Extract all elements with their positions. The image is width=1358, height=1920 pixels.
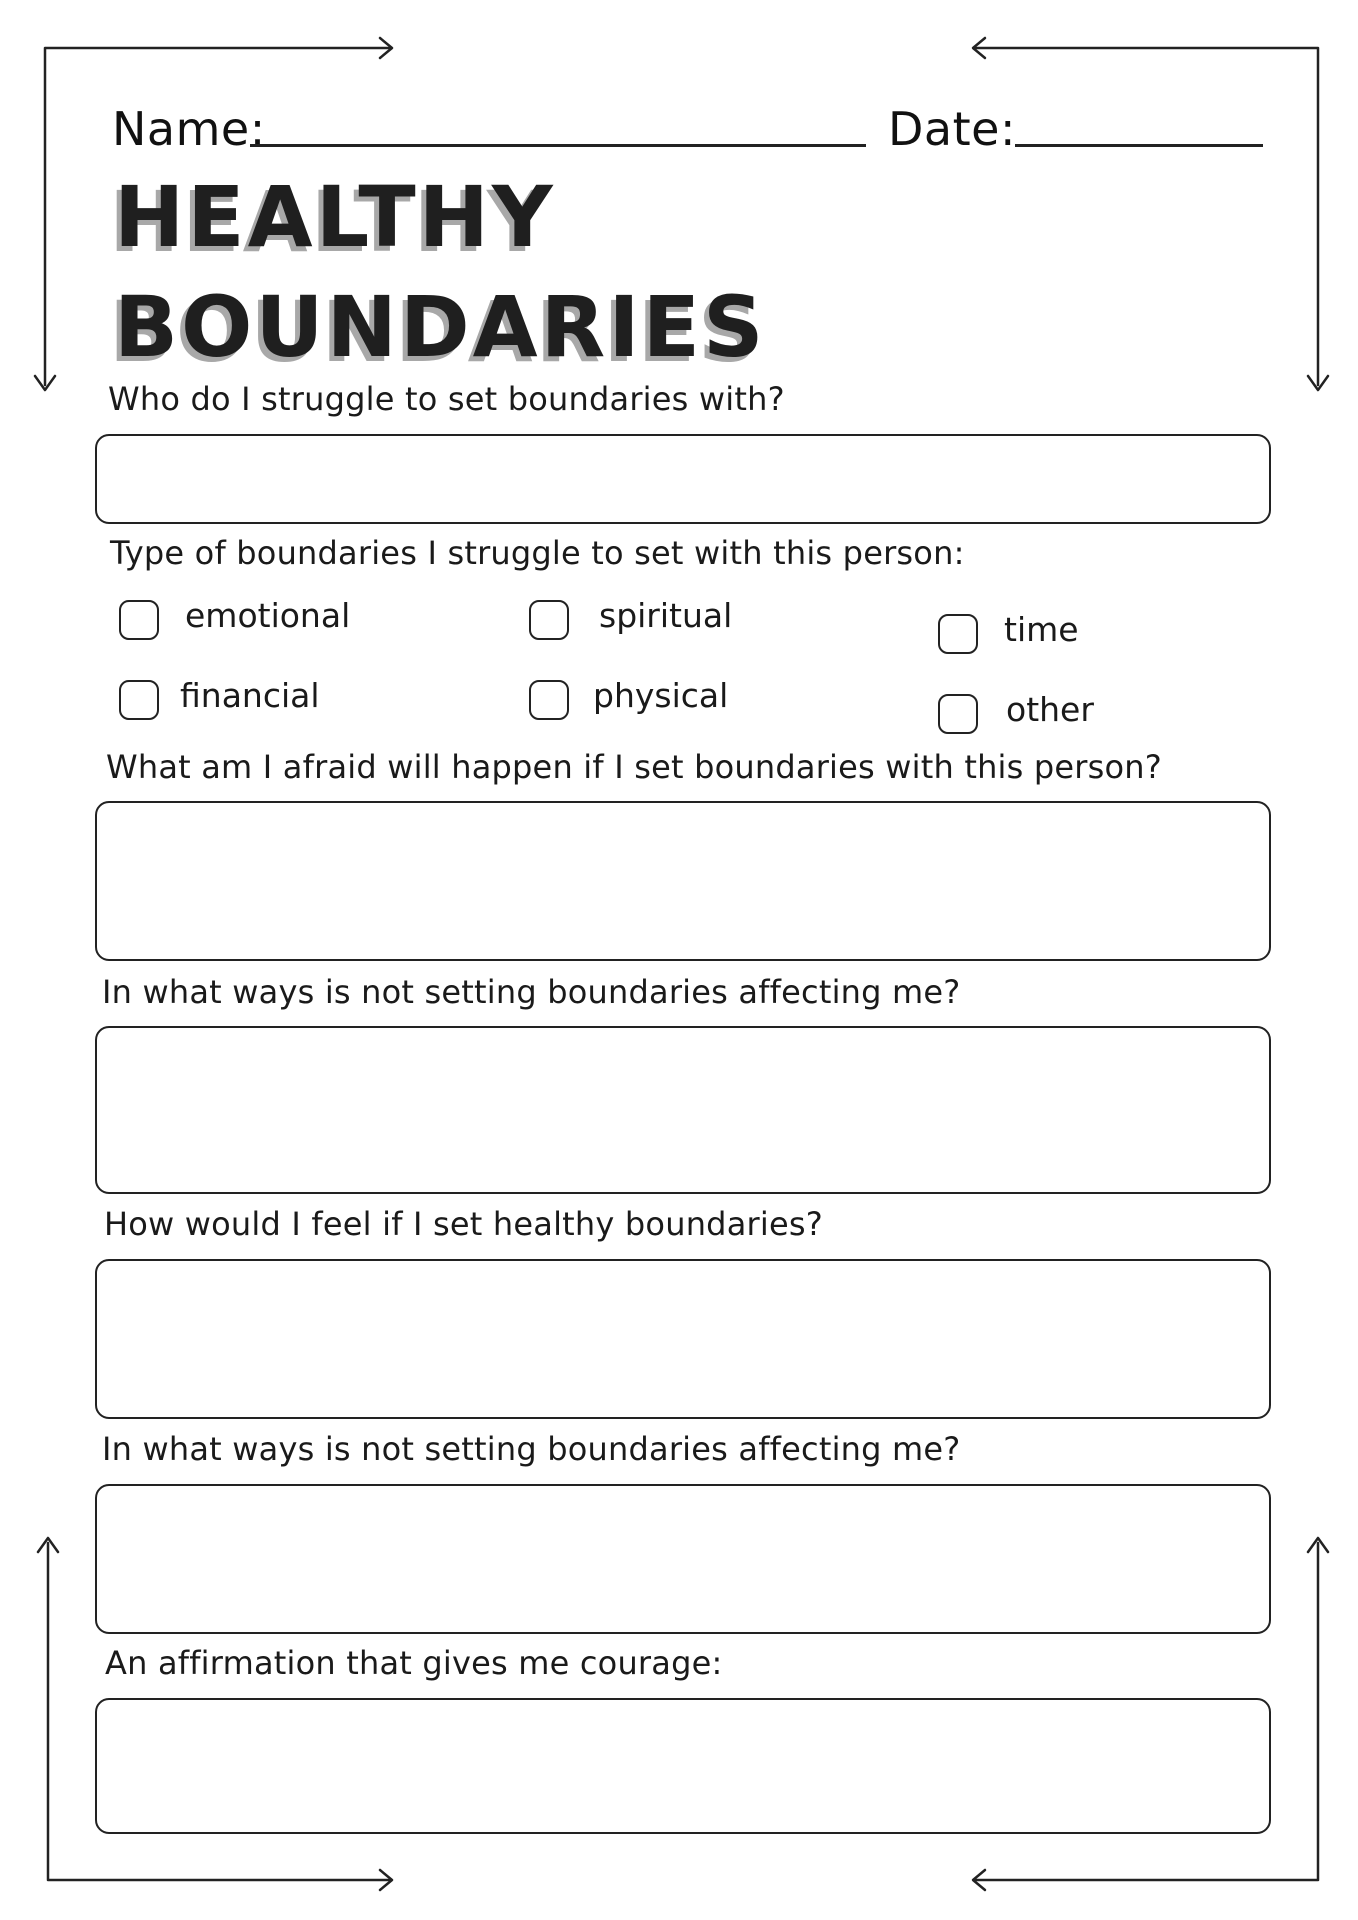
question-afraid: What am I afraid will happen if I set boundaries with this person? xyxy=(106,748,1162,786)
checkbox-label-time: time xyxy=(1004,610,1079,649)
answer-box-affecting-me-1[interactable] xyxy=(95,1026,1271,1194)
checkbox-physical[interactable] xyxy=(529,680,569,720)
question-boundary-types: Type of boundaries I struggle to set with this person: xyxy=(110,534,965,572)
question-who: Who do I struggle to set boundaries with? xyxy=(108,380,785,418)
answer-box-affecting-me-2[interactable] xyxy=(95,1484,1271,1634)
question-affirmation: An affirmation that gives me courage: xyxy=(105,1644,723,1682)
title-line-1: HEALTHY xyxy=(114,168,556,266)
name-field[interactable] xyxy=(250,144,866,147)
name-label: Name: xyxy=(112,102,266,156)
checkbox-emotional[interactable] xyxy=(119,600,159,640)
arrow-top-right xyxy=(975,48,1318,385)
date-label: Date: xyxy=(888,102,1016,156)
answer-box-afraid[interactable] xyxy=(95,801,1271,961)
checkbox-other[interactable] xyxy=(938,694,978,734)
checkbox-label-financial: financial xyxy=(180,676,320,715)
checkbox-time[interactable] xyxy=(938,614,978,654)
checkbox-spiritual[interactable] xyxy=(529,600,569,640)
checkbox-financial[interactable] xyxy=(119,680,159,720)
checkbox-label-physical: physical xyxy=(593,676,729,715)
checkbox-label-spiritual: spiritual xyxy=(599,596,733,635)
title-line-2: BOUNDARIES xyxy=(114,278,767,376)
answer-box-affirmation[interactable] xyxy=(95,1698,1271,1834)
checkbox-label-emotional: emotional xyxy=(185,596,351,635)
date-field[interactable] xyxy=(1015,144,1263,147)
answer-box-who[interactable] xyxy=(95,434,1271,524)
checkbox-label-other: other xyxy=(1006,690,1094,729)
question-feel: How would I feel if I set healthy boundaries? xyxy=(104,1205,823,1243)
question-affecting-me-2: In what ways is not setting boundaries affecting me? xyxy=(102,1430,961,1468)
question-affecting-me-1: In what ways is not setting boundaries affecting me? xyxy=(102,973,961,1011)
answer-box-feel[interactable] xyxy=(95,1259,1271,1419)
